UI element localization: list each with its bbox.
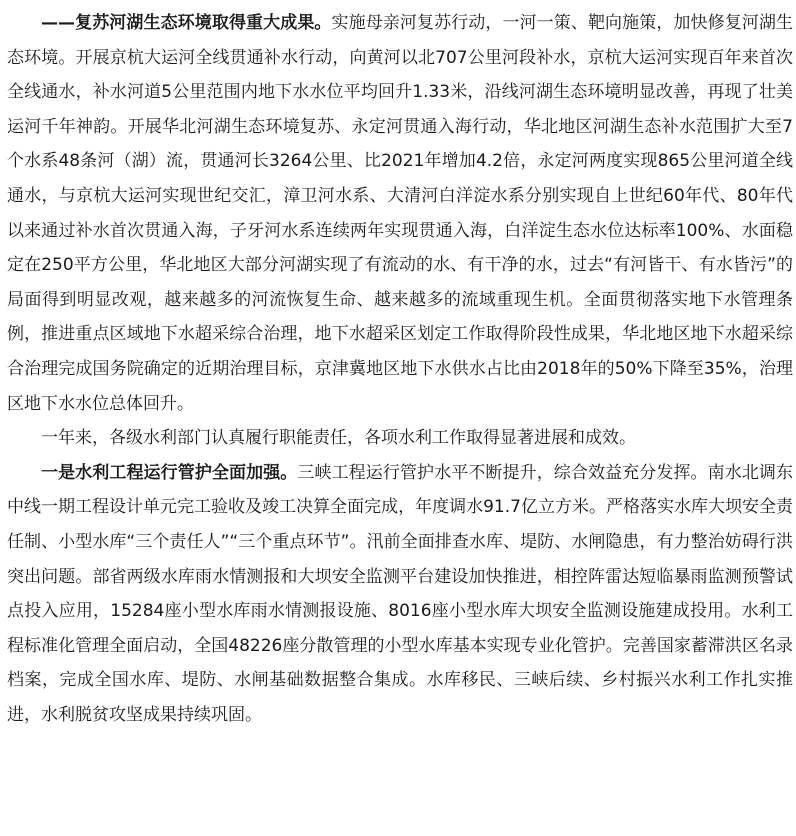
paragraph-text: 一年来，各级水利部门认真履行职能责任，各项水利工作取得显著进展和成效。 <box>41 428 636 449</box>
paragraph-river-ecology <box>7 6 793 421</box>
paragraph-engineering-management <box>7 456 793 733</box>
document-body <box>7 6 793 732</box>
paragraph-summary <box>7 421 793 456</box>
paragraph-lead: 一是水利工程运行管护全面加强。 <box>41 462 298 483</box>
paragraph-text: 实施母亲河复苏行动，一河一策、靶向施策，加快修复河湖生态环境。开展京杭大运河全线贯通补水行动，向黄河以北707公里河段补水，京杭大运河实现百年来首次全线通水，补水河道5公里范围内地下水水位平均回升1.33米，沿线河湖生态环境明显改善，再现了壮美运河千年神韵。开展华北河湖生态环境复苏、永定河贯通入海行动，华北地区河湖生态补水范围扩大至7个水系48条河（湖）流，贯通河长3264公里、比2021年增加4.2倍，永定河两度实现865公里河道全线通水，与京杭大运河实现世纪交汇，漳卫河水系、大清河白洋淀水系分别实现自上世纪60年代、80年代以来通过补水首次贯通入海，子牙河水系连续两年实现贯通入海，白洋淀生态水位达标率100%、水面稳定在250平方公里，华北地区大部分河湖实现了有流动的水、有干净的水，过去“有河皆干、有水皆污”的局面得到明显改观，越来越多的河流恢复生命、越来越多的流域重现生机。全面贯彻落实地下水管理条例，推进重点区域地下水超采综合治理，地下水超采区划定工作取得阶段性成果，华北地区地下水超采综合治理完成国务院确定的近期治理目标，京津冀地区地下水供水占比由2018年的50%下降至35%，治理区地下水水位总体回升。 <box>7 13 794 414</box>
paragraph-lead: ——复苏河湖生态环境取得重大成果。 <box>41 13 332 33</box>
paragraph-text: 三峡工程运行管护水平不断提升，综合效益充分发挥。南水北调东中线一期工程设计单元完工验收及竣工决算全面完成，年度调水91.7亿立方米。严格落实水库大坝安全责任制、小型水库“三个责任人”“三个重点环节”。汛前全面排查水库、堤防、水闸隐患，有力整治妨碍行洪突出问题。部省两级水库雨水情测报和大坝安全监测平台建设加快推进，相控阵雷达短临暴雨监测预警试点投入应用，15284座小型水库雨水情测报设施、8016座小型水库大坝安全监测设施建成投用。水利工程标准化管理全面启动，全国48226座分散管理的小型水库基本实现专业化管护。完善国家蓄滞洪区名录档案，完成全国水库、堤防、水闸基础数据整合集成。水库移民、三峡后续、乡村振兴水利工作扎实推进，水利脱贫攻坚成果持续巩固。 <box>7 462 794 725</box>
